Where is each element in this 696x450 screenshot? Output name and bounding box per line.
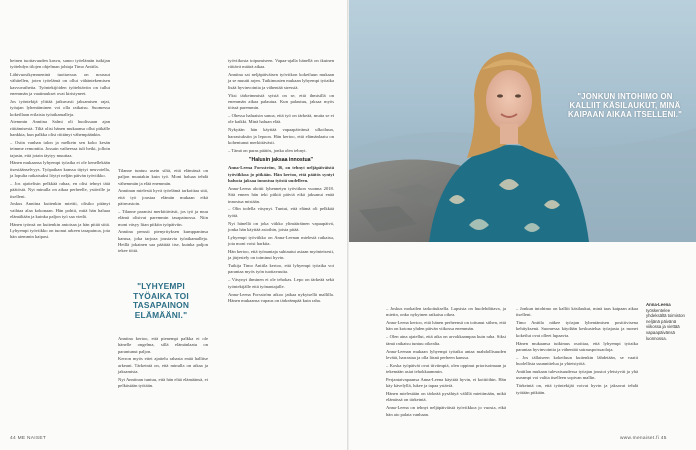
- right-folio: www.menaiset.fi 45: [620, 436, 667, 441]
- body-paragraph: Nyt hänellä on joka viikko ylimääräinen vapaapäivä, jonka hän käyttää asioihin, joista pitää.: [228, 220, 334, 232]
- body-paragraph: Yksi tärkeimmistä syistä on se, että ihmisillä on enemmän aikaa palautua. Kun palautuu, jaksaa myös töissä paremmin.: [228, 92, 334, 111]
- left-column-2-upper: [118, 168, 208, 256]
- right-column-1: [386, 306, 506, 420]
- body-paragraph: Perjantaivapaansa Anna-Leena käyttää hyvin, ei kotitöihin. Hän käy kävelyllä, lukee ja tapaa ystäviä.: [386, 376, 506, 389]
- body-paragraph: Anna-Leena Forsström aikoo jatkaa nykyisellä mallilla. Hänen mukaansa vapaus on tärkeämpää kuin raha.: [228, 291, 334, 303]
- caption-text: työskentelee yhdeksältä toimiston neljänä päivänä viikossa ja viettää vapaapäivänsä luonnossa.: [646, 307, 685, 341]
- photo-pull-quote: "JONKUN INTOHIMO ON KALLIIT KÄSILAUKUT, MINÄ KAIPAAN AIKAA ITSELLENI.": [567, 92, 683, 120]
- body-paragraph: Lyhyempi työviikko on Anna-Leenan mielestä ratkaisu, jota moni voisi harkita.: [228, 234, 334, 247]
- body-paragraph: Hänen mielestään on tärkeää pysähtyä välillä miettimään, mikä elämässä on tärkeintä.: [386, 391, 506, 403]
- body-paragraph: Nykyään hän käyttää vapaapäivänsä ulkoiluun, harrastuksiin ja lepoon. Hän kertoo, että elämänlaatu on kohentunut merkittävästi.: [228, 127, 334, 145]
- portrait-photo: [349, 0, 696, 242]
- body-paragraph: Anna-Leena on tehnyt neljäpäiväistä työviikkoa jo vuosia, eikä hän aio palata vanhaan.: [386, 405, 506, 417]
- body-paragraph: Anna-Leenan mukaan lyhyempi työaika antaa mahdollisuuden levätä, harrastaa ja olla läsnä perheen kanssa.: [386, 348, 506, 360]
- portrait-photo-image: [349, 0, 696, 242]
- right-column-2: [516, 306, 638, 397]
- body-paragraph: – Väsynyt ihminen ei ole tehokas. Lepo on tärkeää sekä työntekijälle että työnantajalle.: [228, 277, 334, 289]
- body-paragraph: Hänen mukaansa lyhyempi työaika ei ole kenellekään itsestäänselvyys. Työpaikan kanssa täytyi neuvotella, ja lopulta ratkaisuksi löytyi neljän päivän työviikko.: [10, 160, 110, 179]
- body-paragraph: Anna-Leena Forsström, 36, on tehnyt neljäpäiväistä työviikkoa jo pitkään. Hän kertoo, että päätös syntyi halusta jaksaa innostua työstä uudelleen.: [228, 165, 334, 184]
- body-paragraph: Nyt Anniinan tuntuu, että hän elää elämäänsä, ei pelkästään työtään.: [118, 376, 208, 389]
- caption-name: Anna-Leena: [646, 302, 671, 307]
- body-paragraph: Hänen työnsä on kuitenkin antoisaa ja hän pitää siitä. Lyhyempi työviikko on tuonut arkeen tasapainoa, jota hän aiemmin kaipasi.: [10, 221, 110, 240]
- body-paragraph: Tutkija Timo Anttila kertoo, että lyhyempi työaika voi parantaa myös työn tuottavuutta.: [228, 263, 334, 275]
- body-paragraph: Tilanne tuntuu usein siltä, että elämässä on paljon muutakin kuin työ. Moni haluaa tehdä vähemmän ja elää enemmän.: [118, 168, 208, 186]
- body-paragraph: – Ohessa haluaisin sanoa, että työ on tärkeää, mutta se ei ole kaikki. Minä haluan elää.: [228, 113, 334, 125]
- body-paragraph: Lähivuosikymmeninä tuottavuus on noussut vähitellen, joten työelämä on ollut vähäntekemisen kasvuvaihetta. Työntekijöiden työtehtäviin on tullut enemmän ja vaatimukset ovat kiristyneet.: [10, 72, 110, 97]
- body-paragraph: Anttilan mukaan tulevaisuudessa työajan joustot yleistyvät ja yhä useampi voi valita itselleen sopivan mallin.: [516, 369, 638, 381]
- body-paragraph: – Joskus mokailen tarkoituksella. Lapsista on huolehdittava, ja mietin, onko nykyinen ratkaisu oikea.: [386, 306, 506, 318]
- body-paragraph: – Tämä on paras päätös, jonka olen tehnyt.: [228, 147, 307, 153]
- body-paragraph: Anna-Leena aloitti lyhennetyn työviikon vuonna 2018. Sitä ennen hän teki pitkiä päiviä eikä jaksanut enää innostua mistään.: [228, 185, 334, 204]
- body-paragraph: Anniina sai neljäpäiväisen työviikon kokeiluun mukaan ja se muutti arjen. Tutkimusten mukaan lyhyempi työaika lisää hyvinvointia ja vähentää stressiä.: [228, 72, 334, 90]
- body-paragraph: – Olen aina ajatellut, että aika on arvokkaampaa kuin raha. Siksi tämä ratkaisu tuntuu oikealta.: [386, 334, 506, 346]
- body-paragraph: Aiemmin Anniina Salmi oli huolissaan ajan riittämisestä. Tiliä olisi hänen mukaansa ollut pitkälle hankkia, kun palkka olisi riittänyt vähempäänkin.: [10, 119, 110, 138]
- body-paragraph: – Koska työpäivät ovat tiiviimpiä, olen oppinut priorisoimaan ja tekemään asiat tehokkaammin.: [386, 362, 506, 375]
- body-paragraph: – Jonkun intohimo on kalliit käsilaukut, minä taas kaipaan aikaa itselleni.: [516, 306, 638, 318]
- body-paragraph: Hänen mukaansa tutkimus osoittaa, että lyhyempi työaika parantaa hyvinvointia ja vähentää sairauspoissaoloja.: [516, 340, 638, 352]
- body-paragraph: Anna-Leena kertoo, että hänen perheensä on tottunut siihen, että hän on kotona yhden päivän viikossa enemmän.: [386, 320, 506, 332]
- body-paragraph: Joskus Anniina kuitenkin miettii, olisiko pitänyt vaihtaa alaa kokonaan. Hän pohtii, mitä hän haluaa elämältään ja kuinka paljon työ saa viedä.: [10, 201, 110, 219]
- body-paragraph: – Jos tällaiseen kokeiluun kuitenkin lähdetään, se vaatii huolellista suunnittelua ja yhteistyötä.: [516, 354, 638, 367]
- pull-quote: "LYHYEMPI TYÖAIKA TOI TASAPAINON ELÄMÄÄNI.": [132, 281, 190, 320]
- left-page: [0, 0, 347, 450]
- photo-caption: [646, 302, 690, 341]
- left-column-1: [10, 58, 110, 242]
- left-folio: 44 ME NAISET: [10, 436, 47, 441]
- body-paragraph: Anniina perusti pienyrityksen kumppaninsa kanssa, joka tarjoaa joustavia työaikamalleja. Heillä jokainen saa päättää itse, kuinka paljon tekee töitä.: [118, 229, 208, 254]
- body-paragraph: – Tilanne paranisi merkittävästi, jos työ ja muu elämä olisivat paremmin tasapainossa. Niin moni väsyy liian pitkiin työpäiviin.: [118, 208, 208, 227]
- body-paragraph: Tärkeintä on, että työntekijät voivat hyvin ja jaksavat tehdä työtään pitkään.: [516, 383, 638, 395]
- body-paragraph: Jos työntekijä ylittää jatkuvasti jaksamisen rajat, työajan lyhentäminen voi olla ratkaisu. Suomessa kokeillaan erilaisia työaikamalleja.: [10, 98, 110, 117]
- body-paragraph: Kerron myös ettei ajattelu rahasta enää hallitse arkeani. Tärkeintä on, että minulla on aikaa ja jaksamista.: [118, 356, 208, 375]
- section-subhead: "Halusin jaksaa innostua": [248, 157, 314, 164]
- body-paragraph: Timo Anttila näkee työajan lyhentämisen positiivisena kehityksenä. Suomessa käydään keskustelua työajasta ja monet kokeilut ovat olleet lupaavia.: [516, 320, 638, 338]
- left-column-3: [228, 58, 334, 306]
- body-paragraph: työviikosta toipumiseen. Vapaa-ajalla hänellä on ikuinen riittävä määrä aikaa.: [228, 58, 334, 70]
- left-column-2-lower: [118, 336, 208, 391]
- body-paragraph: – Olin todella väsynyt. Tuntui, että elämä oli pelkkää työtä.: [228, 206, 334, 218]
- body-paragraph: Anniina kertoo, että pienempi palkka ei ole hänelle ongelma, sillä elämänlaatu on parantunut paljon.: [118, 336, 208, 354]
- body-paragraph: – Jos ajattelisin pelkkää rahaa, en olisi tehnyt tätä päätöstä. Nyt minulla on aikaa perheelle, ystäville ja itselleni.: [10, 180, 110, 199]
- body-paragraph: heinen tuottavuuden kasvu, sanoo työelämän tutkijan työtehdyn tilojen ohjelman johtaja Timo Anttila.: [10, 58, 110, 70]
- body-paragraph: – Ostin vanhan talon ja melkein sen koko kesän teimme remonttia. Jossain vaiheessa tuli hetki, jolloin tajusin, että jotain täytyy muuttaa.: [10, 139, 110, 158]
- body-paragraph: Anniinan mielestä hyvä työelämä tarkoittaa sitä, että työ joustaa elämän mukaan eikä päinvastoin.: [118, 188, 208, 207]
- body-paragraph: Hän kertoo, että työnantaja suhtautui asiaan myönteisesti, ja järjestely on toiminut hyvin.: [228, 248, 334, 261]
